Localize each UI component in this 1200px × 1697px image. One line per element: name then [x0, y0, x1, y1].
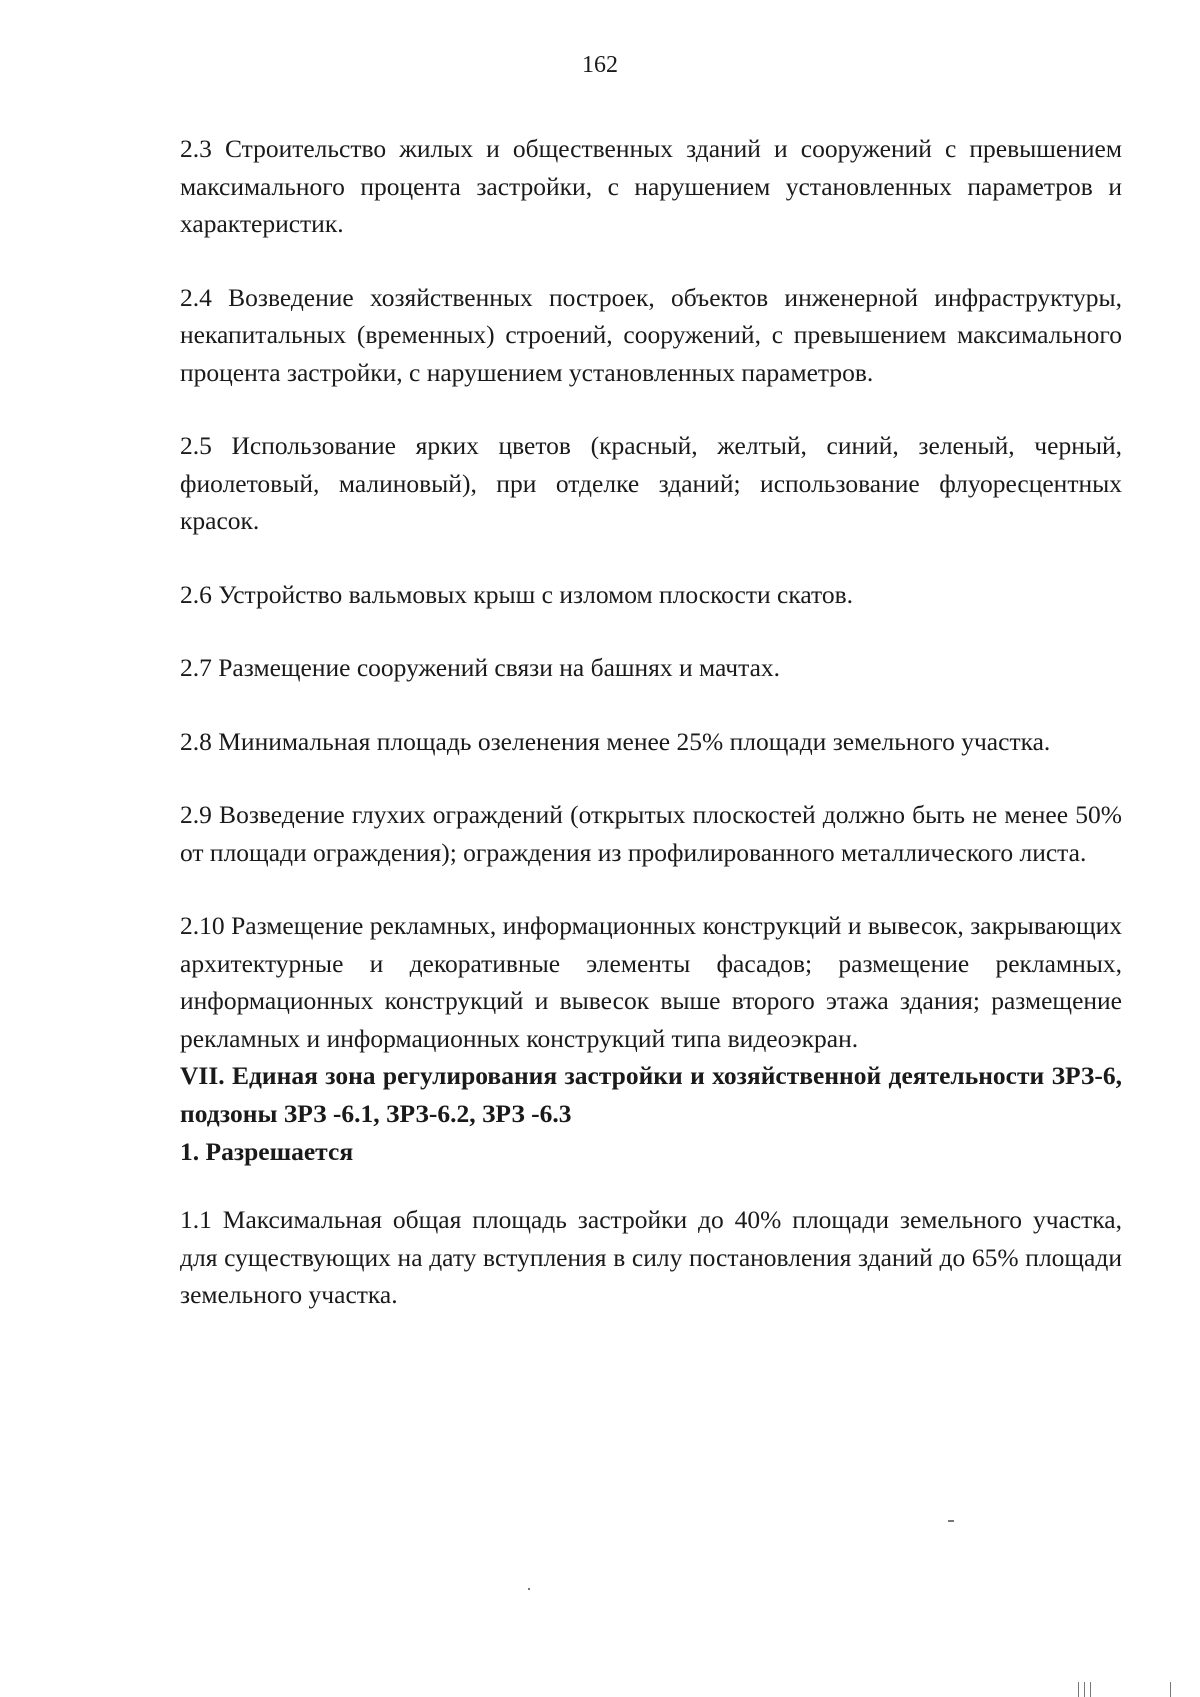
paragraph-2-9: 2.9 Возведение глухих ограждений (открытых плоскостей должно быть не менее 50% от площади ограждения); ограждения из профилированного металлического листа. — [180, 800, 1122, 867]
scan-artifact-lines — [1090, 1682, 1091, 1697]
paragraph-2-10: 2.10 Размещение рекламных, информационных конструкций и вывесок, закрывающих архитектурные и декоративные элементы фасадов; размещение рекламных, информационных конструкций и вывесок выше второго этажа здания; размещение рекламных и информационных конструкций типа видеоэкран. — [180, 911, 1122, 1053]
page-number: 162 — [582, 52, 618, 78]
section-heading: VII. Единая зона регулирования застройки и хозяйственной деятельности ЗРЗ-6, подзоны ЗРЗ -6.1, ЗРЗ-6.2, ЗРЗ -6.3 — [180, 1061, 1122, 1128]
paragraph-2-6: 2.6 Устройство вальмовых крыш с изломом плоскости скатов. — [180, 579, 853, 609]
paragraph-2-7: 2.7 Размещение сооружений связи на башнях и мачтах. — [180, 653, 781, 682]
scan-artifact-lines — [1084, 1682, 1085, 1697]
paragraph-2-3: 2.3 Строительство жилых и общественных зданий и сооружений с превышением максимального процента застройки, с нарушением установленных параметров и характеристик. — [180, 134, 1122, 238]
scan-artifact-lines — [1170, 1682, 1171, 1697]
paragraph-1-1: 1.1 Максимальная общая площадь застройки до 40% площади земельного участка, для существующих на дату вступления в силу постановления зданий до 65% площади земельного участка. — [180, 1205, 1122, 1309]
scan-artifact-dot — [528, 1588, 530, 1590]
subheading-allowed: 1. Разрешается — [180, 1137, 354, 1166]
document-body — [180, 130, 1122, 1314]
paragraph-2-8: 2.8 Минимальная площадь озеленения менее 25% площади земельного участка. — [180, 726, 1051, 756]
paragraph-2-4: 2.4 Возведение хозяйственных построек, объектов инженерной инфраструктуры, некапитальных (временных) строений, сооружений, с превышением максимального процента застройки, с нарушением установленных параметров. — [180, 282, 1122, 387]
paragraph-2-5: 2.5 Использование ярких цветов (красный, желтый, синий, зеленый, черный, фиолетовый, малиновый), при отделке зданий; использование флуоресцентных красок. — [180, 431, 1122, 535]
scan-artifact-dash — [948, 1520, 954, 1522]
scan-artifact-lines — [1078, 1682, 1079, 1697]
